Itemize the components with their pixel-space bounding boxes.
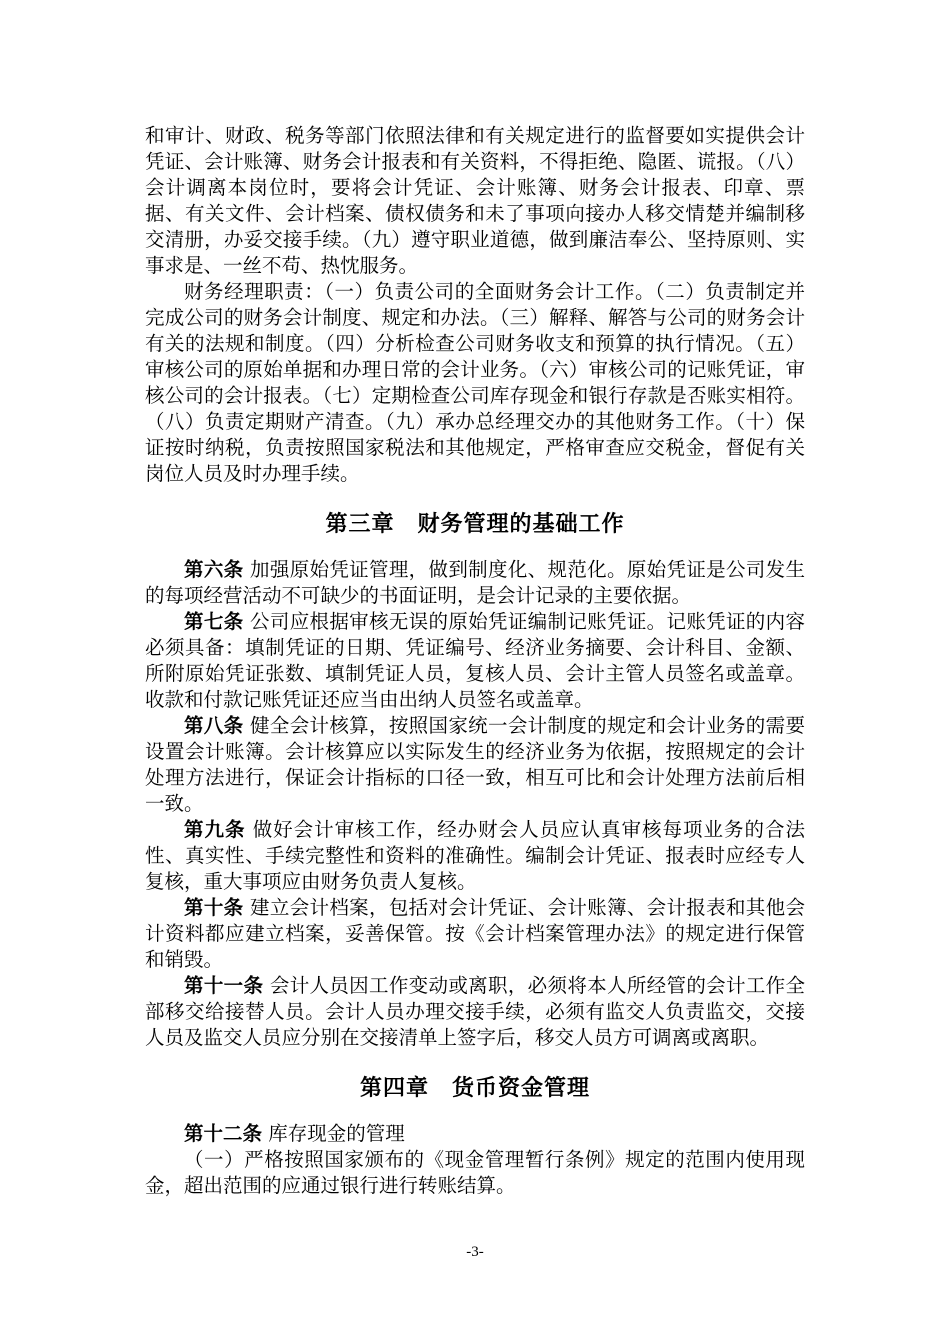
article-text: 公司应根据审核无误的原始凭证编制记账凭证。记账凭证的内容必须具备：填制凭证的日期、凭证编号、经济业务摘要、会计科目、金额、所附原始凭证张数、填制凭证人员，复核人员、会计主管人员签名或盖章。收款和付款记账凭证还应当由出纳人员签名或盖章。 bbox=[145, 610, 805, 711]
article-12 bbox=[145, 1121, 805, 1147]
article-text: 健全会计核算，按照国家统一会计制度的规定和会计业务的需要设置会计账簿。会计核算应以实际发生的经济业务为依据，按照规定的会计处理方法进行，保证会计指标的口径一致，相互可比和会计处理方法前后相一致。 bbox=[145, 714, 805, 815]
paragraph-finance-manager-duties: 财务经理职责：（一）负责公司的全面财务会计工作。（二）负责制定并完成公司的财务会计制度、规定和办法。（三）解释、解答与公司的财务会计有关的法规和制度。（四）分析检查公司财务收支和预算的执行情况。（五）审核公司的原始单据和办理日常的会计业务。（六）审核公司的记账凭证，审核公司的会计报表。（七）定期检查公司库存现金和银行存款是否账实相符。（八）负责定期财产清查。（九）承办总经理交办的其他财务工作。（十）保证按时纳税，负责按照国家税法和其他规定，严格审查应交税金，督促有关岗位人员及时办理手续。 bbox=[145, 280, 805, 485]
article-11 bbox=[145, 973, 805, 1051]
page-number: -3- bbox=[466, 1244, 484, 1260]
chapter-4-heading: 第四章 货币资金管理 bbox=[359, 1075, 590, 1101]
article-text: 建立会计档案，包括对会计凭证、会计账簿、会计报表和其他会计资料都应建立档案，妥善保管。按《会计档案管理办法》的规定进行保管和销毁。 bbox=[145, 896, 805, 971]
page-body bbox=[145, 123, 805, 1199]
article-text: 会计人员因工作变动或离职，必须将本人所经管的会计工作全部移交给接替人员。会计人员办理交接手续，必须有监交人负责监交，交接人员及监交人员应分别在交接清单上签字后，移交人员方可调离或离职。 bbox=[145, 974, 805, 1049]
article-label: 第十条 bbox=[184, 896, 244, 919]
article-label: 第六条 bbox=[184, 558, 244, 581]
article-label: 第十二条 bbox=[184, 1122, 263, 1145]
article-12-item-1: （一）严格按照国家颁布的《现金管理暂行条例》规定的范围内使用现金，超出范围的应通过银行进行转账结算。 bbox=[145, 1148, 805, 1197]
article-text: 库存现金的管理 bbox=[268, 1122, 405, 1145]
chapter-3-heading: 第三章 财务管理的基础工作 bbox=[325, 511, 625, 537]
article-10 bbox=[145, 895, 805, 973]
article-label: 第八条 bbox=[184, 714, 244, 737]
article-9 bbox=[145, 817, 805, 895]
article-7 bbox=[145, 609, 805, 713]
article-text: 加强原始凭证管理，做到制度化、规范化。原始凭证是公司发生的每项经营活动不可缺少的书面证明，是会计记录的主要依据。 bbox=[145, 558, 805, 607]
article-label: 第九条 bbox=[184, 818, 246, 841]
article-label: 第七条 bbox=[184, 610, 244, 633]
article-6 bbox=[145, 557, 805, 609]
article-text: 做好会计审核工作，经办财会人员应认真审核每项业务的合法性、真实性、手续完整性和资料的准确性。编制会计凭证、报表时应经专人复核，重大事项应由财务负责人复核。 bbox=[145, 818, 805, 893]
article-8 bbox=[145, 713, 805, 817]
paragraph-continued: 和审计、财政、税务等部门依照法律和有关规定进行的监督要如实提供会计凭证、会计账簿、财务会计报表和有关资料，不得拒绝、隐匿、谎报。（八）会计调离本岗位时，要将会计凭证、会计账簿、财务会计报表、印章、票据、有关文件、会计档案、债权债务和未了事项向接办人移交情楚并编制移交清册，办妥交接手续。（九）遵守职业道德，做到廉洁奉公、坚持原则、实事求是、一丝不苟、热忱服务。 bbox=[145, 124, 805, 277]
article-label: 第十一条 bbox=[184, 974, 264, 997]
